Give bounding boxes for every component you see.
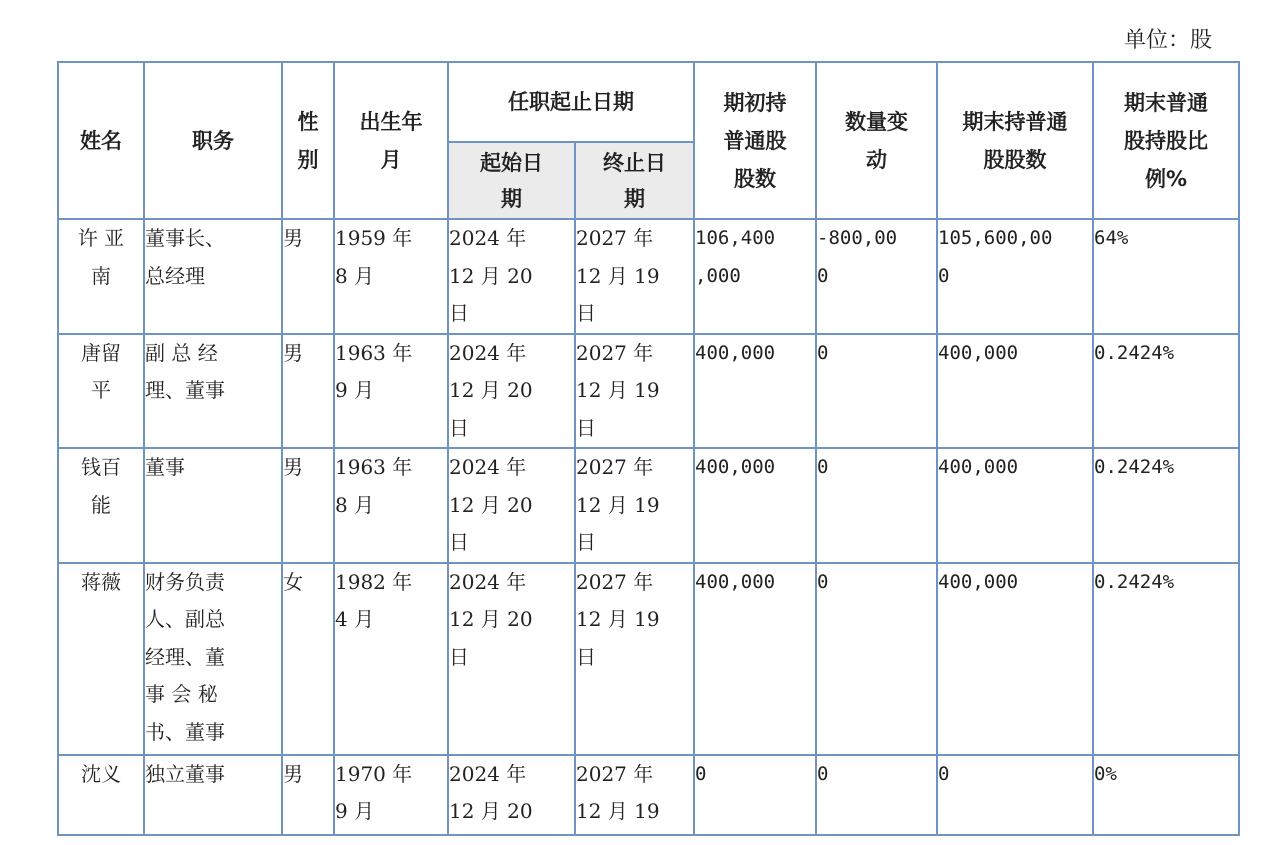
table-header bbox=[58, 62, 1239, 219]
header-change: 数量变 动 bbox=[816, 62, 937, 219]
cell-birth: 1963 年 8 月 bbox=[334, 448, 448, 563]
unit-label: 单位：股 bbox=[1124, 28, 1213, 53]
cell-birth: 1982 年 4 月 bbox=[334, 563, 448, 755]
cell-change: 0 bbox=[816, 755, 937, 835]
cell-end-shares: 105,600,00 0 bbox=[937, 219, 1093, 334]
cell-term-end: 2027 年 12 月 19 日 bbox=[575, 448, 694, 563]
header-term-start: 起始日 期 bbox=[448, 142, 575, 219]
header-end-shares: 期末持普通 股股数 bbox=[937, 62, 1093, 219]
cell-begin-shares: 400,000 bbox=[694, 563, 816, 755]
header-term: 任职起止日期 bbox=[448, 62, 694, 142]
cell-end-ratio: 0.2424% bbox=[1093, 448, 1239, 563]
cell-position: 副 总 经 理、董事 bbox=[144, 334, 282, 449]
cell-begin-shares: 0 bbox=[694, 755, 816, 835]
cell-end-ratio: 0.2424% bbox=[1093, 563, 1239, 755]
table-body bbox=[58, 219, 1239, 835]
cell-position: 独立董事 bbox=[144, 755, 282, 835]
cell-term-start: 2024 年 12 月 20 日 bbox=[448, 334, 575, 449]
header-gender: 性 别 bbox=[282, 62, 334, 219]
cell-term-end: 2027 年 12 月 19 bbox=[575, 755, 694, 835]
cell-end-ratio: 0% bbox=[1093, 755, 1239, 835]
header-end-ratio: 期末普通 股持股比 例% bbox=[1093, 62, 1239, 219]
cell-birth: 1963 年 9 月 bbox=[334, 334, 448, 449]
table-row bbox=[58, 219, 1239, 334]
cell-end-shares: 0 bbox=[937, 755, 1093, 835]
cell-name: 蒋薇 bbox=[58, 563, 144, 755]
header-term-end: 终止日 期 bbox=[575, 142, 694, 219]
cell-begin-shares: 400,000 bbox=[694, 334, 816, 449]
cell-gender: 男 bbox=[282, 219, 334, 334]
cell-gender: 男 bbox=[282, 755, 334, 835]
table-row bbox=[58, 755, 1239, 835]
cell-position: 财务负责 人、副总 经理、董 事 会 秘 书、董事 bbox=[144, 563, 282, 755]
cell-change: 0 bbox=[816, 334, 937, 449]
cell-end-shares: 400,000 bbox=[937, 334, 1093, 449]
cell-end-ratio: 0.2424% bbox=[1093, 334, 1239, 449]
cell-term-start: 2024 年 12 月 20 日 bbox=[448, 448, 575, 563]
cell-gender: 男 bbox=[282, 334, 334, 449]
cell-birth: 1970 年 9 月 bbox=[334, 755, 448, 835]
cell-term-end: 2027 年 12 月 19 日 bbox=[575, 219, 694, 334]
cell-birth: 1959 年 8 月 bbox=[334, 219, 448, 334]
cell-end-shares: 400,000 bbox=[937, 448, 1093, 563]
table-row bbox=[58, 563, 1239, 755]
cell-position: 董事长、 总经理 bbox=[144, 219, 282, 334]
cell-name: 唐留 平 bbox=[58, 334, 144, 449]
cell-name: 许 亚 南 bbox=[58, 219, 144, 334]
cell-position: 董事 bbox=[144, 448, 282, 563]
cell-begin-shares: 400,000 bbox=[694, 448, 816, 563]
cell-term-start: 2024 年 12 月 20 日 bbox=[448, 219, 575, 334]
header-birth: 出生年 月 bbox=[334, 62, 448, 219]
cell-gender: 男 bbox=[282, 448, 334, 563]
cell-change: 0 bbox=[816, 563, 937, 755]
cell-end-shares: 400,000 bbox=[937, 563, 1093, 755]
cell-begin-shares: 106,400 ,000 bbox=[694, 219, 816, 334]
cell-term-end: 2027 年 12 月 19 日 bbox=[575, 563, 694, 755]
cell-name: 沈义 bbox=[58, 755, 144, 835]
table-row bbox=[58, 448, 1239, 563]
cell-change: 0 bbox=[816, 448, 937, 563]
header-name: 姓名 bbox=[58, 62, 144, 219]
cell-term-start: 2024 年 12 月 20 bbox=[448, 755, 575, 835]
header-begin-shares: 期初持 普通股 股数 bbox=[694, 62, 816, 219]
header-position: 职务 bbox=[144, 62, 282, 219]
cell-term-end: 2027 年 12 月 19 日 bbox=[575, 334, 694, 449]
cell-gender: 女 bbox=[282, 563, 334, 755]
table-row bbox=[58, 334, 1239, 449]
cell-term-start: 2024 年 12 月 20 日 bbox=[448, 563, 575, 755]
shareholding-table bbox=[57, 61, 1240, 836]
cell-name: 钱百 能 bbox=[58, 448, 144, 563]
cell-end-ratio: 64% bbox=[1093, 219, 1239, 334]
cell-change: -800,00 0 bbox=[816, 219, 937, 334]
